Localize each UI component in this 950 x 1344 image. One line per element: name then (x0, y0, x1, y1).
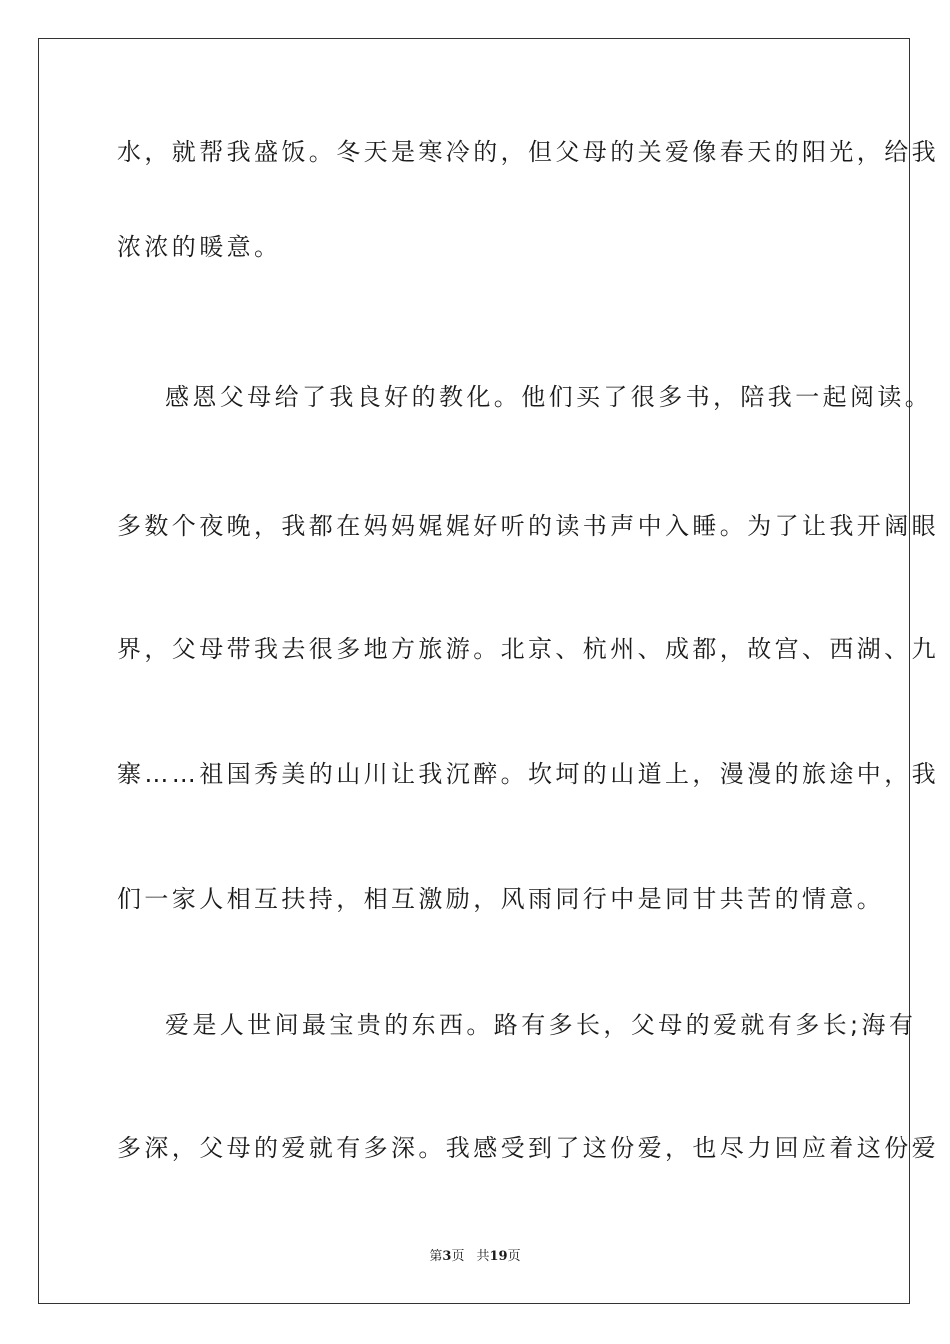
page-footer (0, 1248, 950, 1266)
total-suffix: 页 (507, 1249, 521, 1264)
page-border (38, 38, 910, 1304)
body-line-6: 寨……祖国秀美的山川让我沉醉。坎坷的山道上，漫漫的旅途中，我 (117, 760, 939, 788)
page-prefix: 第 (429, 1249, 443, 1264)
page-suffix: 页 (451, 1249, 465, 1264)
body-line-4: 多数个夜晚，我都在妈妈娓娓好听的读书声中入睡。为了让我开阔眼 (117, 512, 939, 540)
body-line-3: 感恩父母给了我良好的教化。他们买了很多书，陪我一起阅读。 (165, 383, 933, 411)
body-line-8: 爱是人世间最宝贵的东西。路有多长，父母的爱就有多长;海有 (165, 1011, 917, 1039)
body-line-7: 们一家人相互扶持，相互激励，风雨同行中是同甘共苦的情意。 (117, 885, 885, 913)
body-line-5: 界，父母带我去很多地方旅游。北京、杭州、成都，故宫、西湖、九 (117, 635, 939, 663)
body-line-9: 多深，父母的爱就有多深。我感受到了这份爱，也尽力回应着这份爱 (117, 1134, 939, 1162)
total-pages-number: 19 (489, 1249, 508, 1264)
total-prefix: 共 (476, 1249, 490, 1264)
body-line-1: 水，就帮我盛饭。冬天是寒冷的，但父母的关爱像春天的阳光，给我 (117, 138, 939, 166)
current-page-number: 3 (442, 1249, 452, 1264)
body-line-2: 浓浓的暖意。 (117, 233, 282, 261)
